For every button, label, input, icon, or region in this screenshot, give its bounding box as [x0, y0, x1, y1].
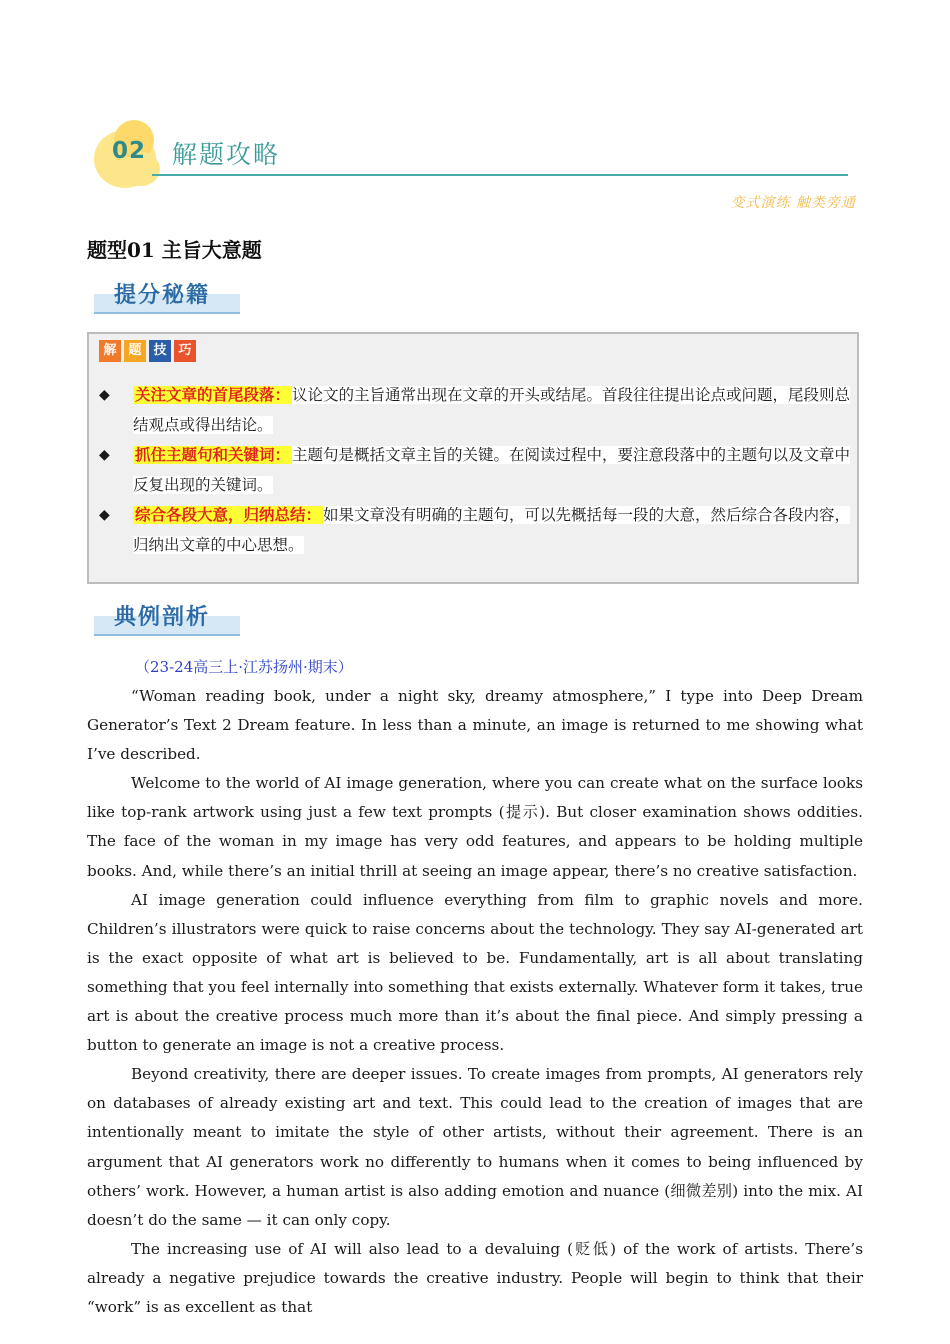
article-paragraph: Beyond creativity, there are deeper issues. To create images from prompts, AI generators rely on databases of already existing art and text. This could lead to the creation of images that are intentionally meant to imitate the style of other artists, without their agreement. There is an argument that AI generators work no differently to humans when it comes to being influenced by others’ work. However, a human artist is also adding emotion and nuance (细微差别) into the mix. AI doesn’t do the same — it can only copy.: [87, 1065, 863, 1229]
tag-ti: 题: [124, 340, 146, 362]
diamond-bullet-icon: ◆: [99, 447, 110, 463]
article-body: [87, 682, 863, 1322]
example-heading: 典例剖析: [114, 605, 211, 630]
article-paragraph: “Woman reading book, under a night sky, dreamy atmosphere,” I type into Deep Dream Generator’s Text 2 Dream feature. In less than a minute, an image is returned to me showing what I’ve described.: [87, 687, 863, 764]
article-paragraph: Welcome to the world of AI image generation, where you can create what on the surface looks like top-rank artwork using just a few text prompts (提示). But closer examination shows oddities. The face of the woman in my image has very odd features, and appears to be holding multiple books. And, while there’s an initial thrill at seeing an image appear, there’s no creative satisfaction.: [87, 774, 863, 880]
example-heading-banner: [92, 598, 242, 638]
article-paragraph: The increasing use of AI will also lead to a devaluing (贬低) of the work of artists. There’s already a negative prejudice towards the creative industry. People will begin to think that their “work” is as excellent as that: [87, 1239, 863, 1316]
tag-jie: 解: [99, 340, 121, 362]
tips-heading-banner: [92, 276, 242, 316]
tip-item: [99, 440, 851, 500]
section-subtitle: 变式演练 触类旁通: [730, 195, 856, 211]
section-badge: [92, 118, 164, 188]
section-divider: [152, 174, 848, 176]
tip-text: 如果文章没有明确的主题句，可以先概括每一段的大意，然后综合各段内容，归纳出文章的中心思想。: [133, 506, 851, 554]
section-title: 解题攻略: [172, 140, 281, 169]
diamond-bullet-icon: ◆: [99, 507, 110, 523]
tip-keyword: 综合各段大意，归纳总结：: [135, 506, 322, 524]
diamond-bullet-icon: ◆: [99, 387, 110, 403]
tip-item: [99, 500, 851, 560]
tip-keyword: 关注文章的首尾段落：: [135, 386, 291, 404]
tip-text: 议论文的主旨通常出现在文章的开头或结尾。首段往往提出论点或问题，尾段则总结观点或得出结论。: [133, 386, 851, 434]
tag-qiao: 巧: [174, 340, 196, 362]
tips-tags: [99, 340, 196, 362]
section-number: 02: [112, 138, 147, 164]
article-paragraph: AI image generation could influence everything from film to graphic novels and more. Children’s illustrators were quick to raise concerns about the technology. They say AI-generated art is the exact opposite of what art is believed to be. Fundamentally, art is all about translating something that you feel internally into something that exists externally. Whatever form it takes, true art is about the creative process much more than it’s about the final piece. And simply pressing a button to generate an image is not a creative process.: [87, 890, 863, 1055]
tip-keyword: 抓住主题句和关键词：: [135, 446, 291, 464]
tip-item: [99, 380, 851, 440]
question-type-title: 题型01 主旨大意题: [87, 238, 262, 262]
tips-heading: 提分秘籍: [114, 283, 211, 308]
section-header: [92, 118, 852, 188]
example-source: （23-24高三上·江苏扬州·期末）: [135, 658, 353, 676]
tag-ji: 技: [149, 340, 171, 362]
tips-box: [87, 332, 859, 584]
tip-text: 主题句是概括文章主旨的关键。在阅读过程中，要注意段落中的主题句以及文章中反复出现的关键词。: [133, 446, 851, 494]
